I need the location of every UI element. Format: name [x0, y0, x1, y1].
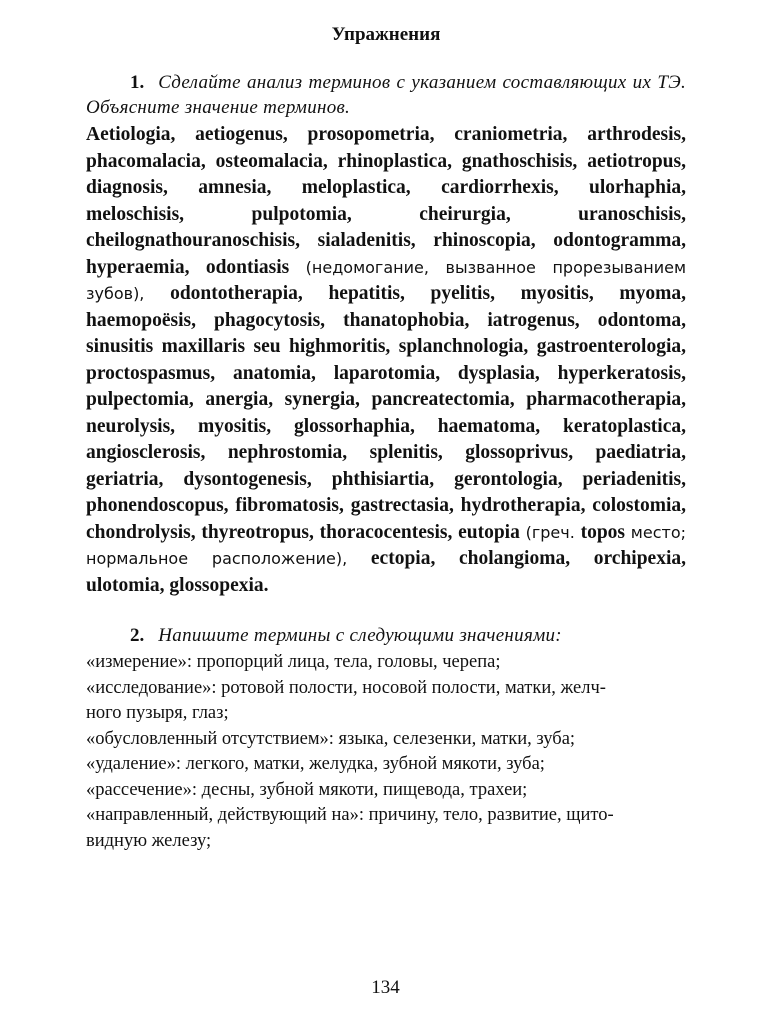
exercise-1-terms	[86, 122, 686, 599]
exercise-2-instruction	[86, 623, 686, 648]
exercise-1-text: Сделайте анализ терминов с указанием составляющих их ТЭ. Объясните значение терминов.	[86, 72, 686, 118]
definition-line: «измерение»: пропорций лица, тела, головы, черепа;	[86, 652, 501, 672]
definition-line: «направленный, действующий на»: причину, тело, развитие, щито-	[86, 805, 614, 825]
definition-line: «обусловленный отсутствием»: языка, селезенки, матки, зуба;	[86, 728, 576, 749]
note-topos-pre: (греч.	[525, 522, 575, 542]
terms-part-a: Aetiologia, aetiogenus, prosopometria, craniometria, arthrodesis, phacomalacia, osteomalacia, rhinoplastica, gnathoschisis, aetiotropus, diagnosis, amnesia, meloplastica, cardiorrhexis, ulorhaphia, meloschisis, pulpotomia, cheirurgia, uranoschisis, cheilognathouranoschisis, sialadenitis, rhinoscopia, odontogramma, hyperaemia, odontiasis	[86, 124, 686, 278]
note-odontiasis: (недомогание, вызванное прорезыванием зубов),	[86, 257, 687, 303]
page-number: 134	[371, 977, 400, 998]
definition-line: ного пузыря, глаз;	[86, 703, 229, 723]
terms-part-c: ectopia, cholangioma, orchipexia, ulotomia, glossopexia.	[86, 548, 686, 596]
note-topos-post: место; нормальное расположение),	[86, 522, 686, 568]
exercise-2	[86, 623, 686, 854]
exercise-2-number: 2.	[130, 625, 145, 646]
exercise-1-instruction	[86, 70, 686, 120]
definition-line: видную железу;	[86, 830, 212, 851]
terms-part-b: odontotherapia, hepatitis, pyelitis, myositis, myoma, haemopoësis, phagocytosis, thanatophobia, iatrogenus, odontoma, sinusitis maxillaris seu highmoritis, splanchnologia, gastroenterologia, proctospasmus, anatomia, laparotomia, dysplasia, hyperkeratosis, pulpectomia, anergia, synergia, pancreatectomia, pharmacotherapia, neurolysis, myositis, glossorhaphia, haematoma, keratoplastica, angiosclerosis, nephrostomia, splenitis, glossoprivus, paediatria, geriatria, dysontogenesis, phthisiartia, gerontologia, periadenitis, phonendoscopus, fibromatosis, gastrectasia, hydrotherapia, colostomia, chondrolysis, thyreotropus, thoracocentesis, eutopia	[86, 283, 686, 543]
exercise-1	[86, 70, 686, 599]
exercise-1-number: 1.	[130, 72, 145, 93]
definition-line: «удаление»: легкого, матки, желудка, зубной мякоти, зуба;	[86, 754, 545, 774]
exercise-2-definitions	[86, 650, 686, 854]
definition-line: «рассечение»: десны, зубной мякоти, пищевода, трахеи;	[86, 779, 528, 800]
page-content	[86, 22, 686, 854]
note-topos-word: topos	[580, 521, 626, 543]
exercise-2-text: Напишите термины с следующими значениями:	[158, 625, 562, 646]
page-heading: Упражнения	[331, 24, 441, 45]
definition-line: «исследование»: ротовой полости, носовой полости, матки, желч-	[86, 677, 606, 698]
